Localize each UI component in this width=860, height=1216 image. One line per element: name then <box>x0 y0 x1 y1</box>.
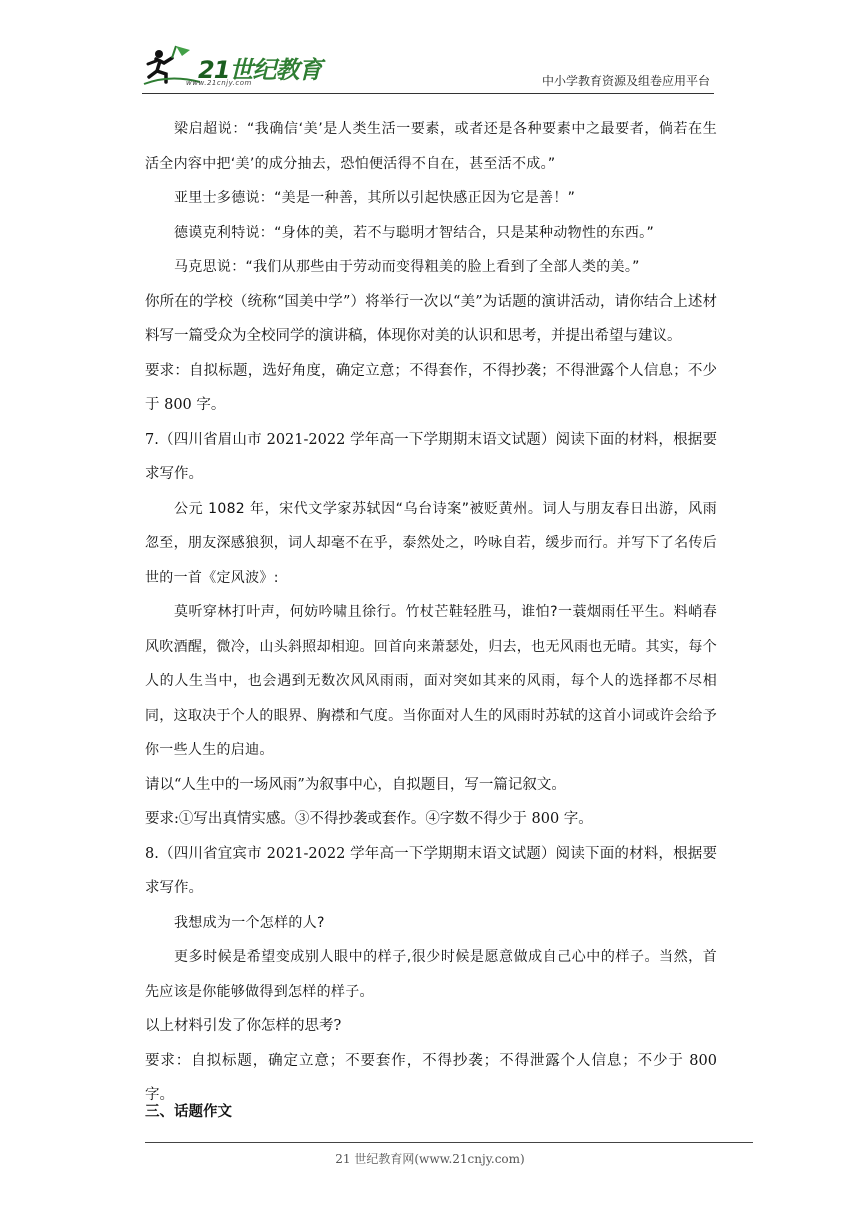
question-8-material-1: 我想成为一个怎样的人? <box>174 914 325 931</box>
question-8-task: 以上材料引发了你怎样的思考? <box>145 1018 342 1034</box>
quote-liang-qichao: 梁启超说：“我确信‘美’是人类生活一要素，或者还是各种要素中之最要者，倘若在生活全内容中把‘美’的成分抽去，恐怕便活得不自在，甚至活不成。” <box>145 121 717 172</box>
question-7-title: 7.（四川省眉山市 2021-2022 学年高一下学期期末语文试题）阅读下面的材料，根据要求写作。 <box>145 431 717 482</box>
quote-democritus: 德谟克利特说：“身体的美，若不与聪明才智结合，只是某种动物性的东西。” <box>174 224 655 241</box>
question-8-requirements: 要求：自拟标题，确定立意；不要套作，不得抄袭；不得泄露个人信息；不少于 800 字。 <box>145 1052 717 1103</box>
question-8-material-2: 更多时候是希望变成别人眼中的样子,很少时候是愿意做成自己心中的样子。当然，首先应该是你能够做得到怎样的样子。 <box>145 949 717 1000</box>
question-8-title: 8.（四川省宜宾市 2021-2022 学年高一下学期期末语文试题）阅读下面的材料，根据要求写作。 <box>145 845 717 896</box>
site-logo[interactable] <box>142 44 322 90</box>
header-divider <box>142 93 714 94</box>
logo-url: www.21cnjy.com <box>186 79 252 87</box>
question-6-task: 你所在的学校（统称“国美中学”）将举行一次以“美”为话题的演讲活动，请你结合上述材料写一篇受众为全校同学的演讲稿，体现你对美的认识和思考，并提出希望与建议。 <box>145 293 717 344</box>
document-body <box>145 112 717 1113</box>
footer-divider <box>145 1142 753 1143</box>
section-heading: 三、话题作文 <box>145 1104 232 1120</box>
question-6-requirements: 要求：自拟标题，选好角度，确定立意；不得套作，不得抄袭；不得泄露个人信息；不少于 800 字。 <box>145 362 717 413</box>
logo-wordmark: 21世纪教育 <box>198 56 322 84</box>
platform-title: 中小学教育资源及组卷应用平台 <box>541 74 710 88</box>
question-7-material-1: 公元 1082 年，宋代文学家苏轼因“乌台诗案”被贬黄州。词人与朋友春日出游，风雨忽至，朋友深感狼狈，词人却毫不在乎，泰然处之，吟咏自若，缓步而行。并写下了名传后世的一首《定风波》: <box>145 500 717 586</box>
question-7-material-2: 莫听穿林打叶声，何妨吟啸且徐行。竹杖芒鞋轻胜马，谁怕?一蓑烟雨任平生。料峭春风吹酒醒，微冷，山头斜照却相迎。回首向来萧瑟处，归去，也无风雨也无晴。其实，每个人的人生当中，也会遇到无数次风风雨雨，面对突如其来的风雨，每个人的选择都不尽相同，这取决于个人的眼界、胸襟和气度。当你面对人生的风雨时苏轼的这首小词或许会给予你一些人生的启迪。 <box>145 604 717 758</box>
quote-marx: 马克思说：“我们从那些由于劳动而变得粗美的脸上看到了全部人类的美。” <box>174 259 640 275</box>
quote-aristotle: 亚里士多德说：“美是一种善，其所以引起快感正因为它是善！” <box>174 190 576 206</box>
page-header <box>142 40 714 96</box>
footer-source[interactable]: 21 世纪教育网(www.21cnjy.com) <box>335 1152 525 1166</box>
question-7-task: 请以“人生中的一场风雨”为叙事中心，自拟题目，写一篇记叙文。 <box>145 776 566 793</box>
question-7-requirements: 要求:①写出真情实感。③不得抄袭或套作。④字数不得少于 800 字。 <box>145 811 593 827</box>
